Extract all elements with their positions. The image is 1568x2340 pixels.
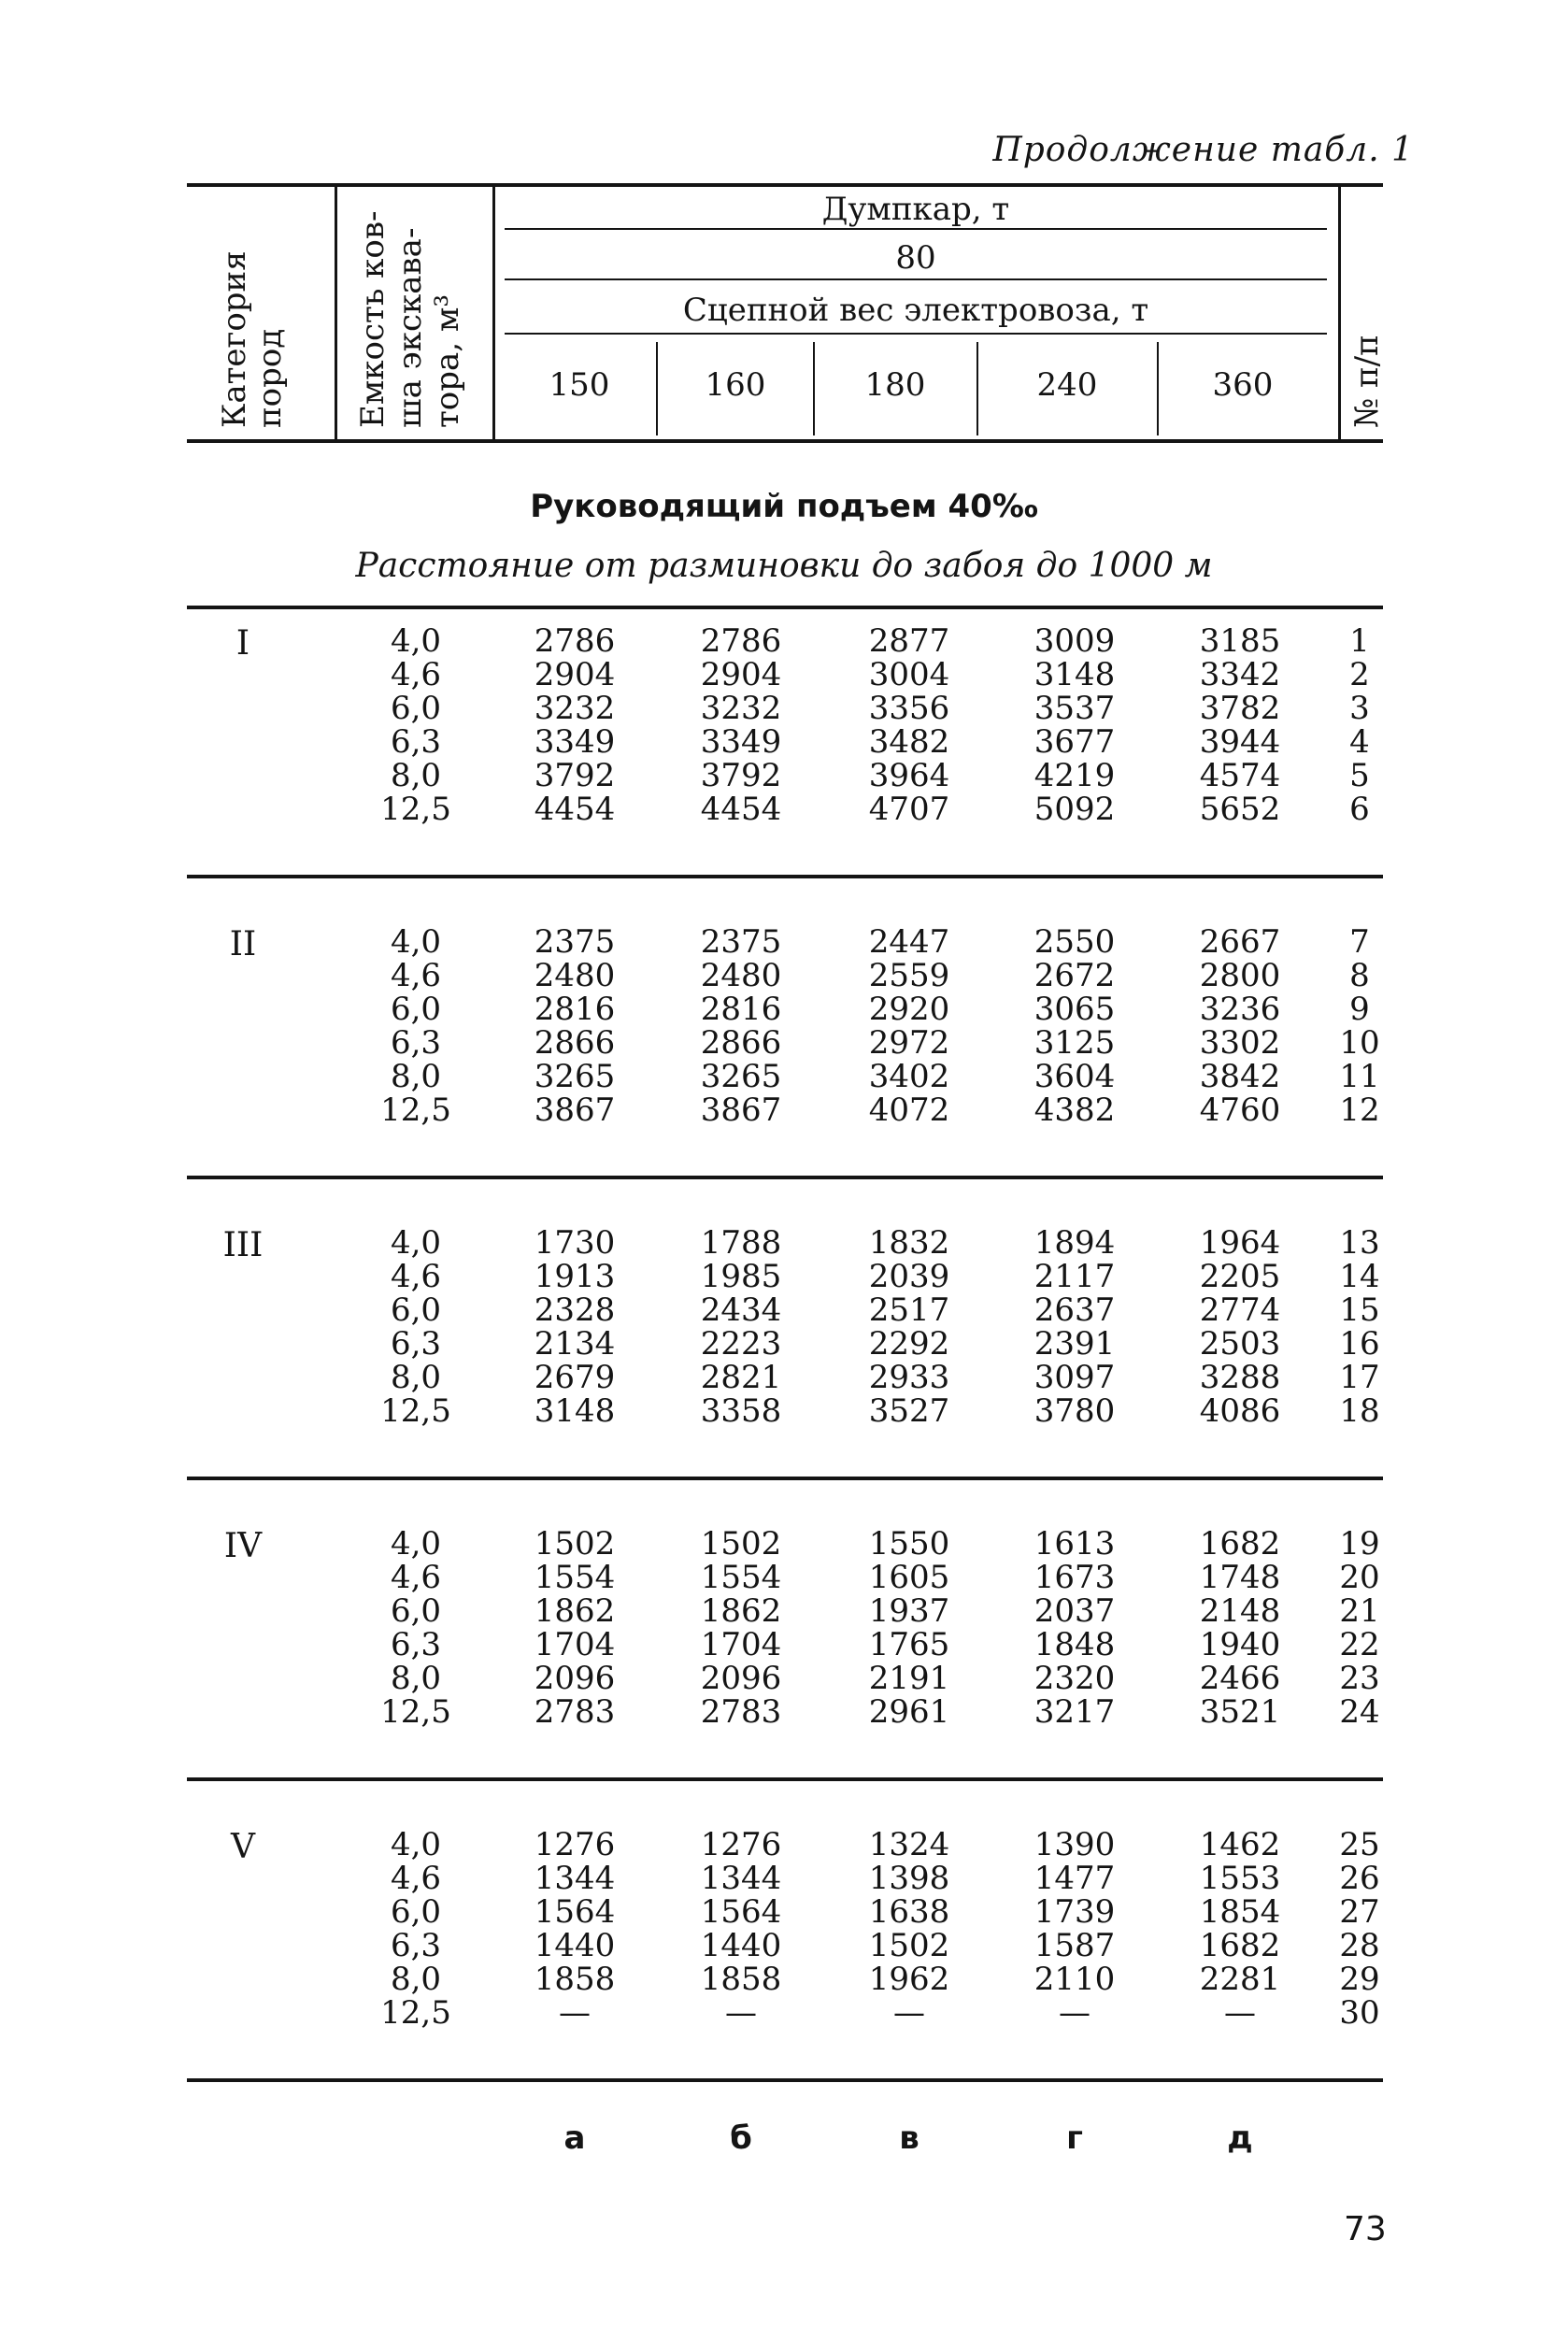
cell: 1502 — [700, 1525, 782, 1562]
cell: 2816 — [700, 991, 782, 1028]
cell: 3792 — [534, 757, 616, 794]
cell: 1730 — [534, 1224, 616, 1262]
cell: 2933 — [868, 1359, 950, 1396]
header-top-rule — [187, 183, 1383, 187]
cell: 27 — [1339, 1893, 1380, 1931]
cell: 24 — [1339, 1693, 1380, 1731]
cell: 1832 — [868, 1224, 950, 1262]
cell: 2920 — [868, 991, 950, 1028]
col-b — [690, 1828, 792, 2030]
cell: 2110 — [1033, 1961, 1116, 1998]
section-title: Руководящий подъем 40‰ — [530, 488, 1038, 525]
cell: 6,3 — [390, 1626, 442, 1663]
cell: 1440 — [534, 1927, 616, 1964]
cell: 3 — [1349, 690, 1370, 727]
cell: 3217 — [1033, 1693, 1116, 1731]
cell: 30 — [1339, 1994, 1380, 2032]
cell: 5652 — [1199, 791, 1281, 828]
col-a — [523, 1828, 626, 2030]
cell: 6,0 — [390, 1291, 442, 1329]
cell: 2904 — [700, 656, 782, 693]
cell: 4072 — [868, 1092, 950, 1129]
cell: 2517 — [868, 1291, 950, 1329]
cell: 2466 — [1199, 1660, 1281, 1697]
cell: 3009 — [1033, 622, 1116, 660]
cell: 6,0 — [390, 690, 442, 727]
cell: 9 — [1349, 991, 1370, 1028]
cell: 1962 — [868, 1961, 950, 1998]
cell: 3342 — [1199, 656, 1281, 693]
cell: 2877 — [868, 622, 950, 660]
cell: 12,5 — [380, 1392, 451, 1430]
cell: 1554 — [700, 1559, 782, 1596]
cell: 2391 — [1033, 1325, 1116, 1363]
cell: 1862 — [700, 1592, 782, 1630]
cell: 4086 — [1199, 1392, 1281, 1430]
cell: 2205 — [1199, 1258, 1281, 1295]
col-d — [1023, 1226, 1126, 1428]
cell: 1858 — [534, 1961, 616, 1998]
cell: 3232 — [534, 690, 616, 727]
bucket-column — [369, 1226, 463, 1428]
cell: — — [1059, 1994, 1090, 2032]
cell: — — [559, 1994, 591, 2032]
cell: 23 — [1339, 1660, 1380, 1697]
cell: 3349 — [534, 723, 616, 761]
cell: 12,5 — [380, 1994, 451, 2032]
cell: 2866 — [700, 1024, 782, 1062]
cell: 13 — [1339, 1224, 1380, 1262]
cell: 29 — [1339, 1961, 1380, 1998]
cell: 8 — [1349, 957, 1370, 994]
cell: 2904 — [534, 656, 616, 693]
cell: 2148 — [1199, 1592, 1281, 1630]
cell: 1682 — [1199, 1525, 1281, 1562]
col-e — [1189, 925, 1291, 1127]
cell: 2292 — [868, 1325, 950, 1363]
cell: 3482 — [868, 723, 950, 761]
cell: 1964 — [1199, 1224, 1281, 1262]
cell: 17 — [1339, 1359, 1380, 1396]
cell: 1 — [1349, 622, 1370, 660]
col-index — [1327, 1226, 1392, 1428]
header-loco-240: 240 — [1036, 366, 1098, 404]
group-rule-top — [187, 606, 1383, 609]
header-category: Категория пород — [216, 250, 289, 428]
cell: 2037 — [1033, 1592, 1116, 1630]
cell: 1554 — [534, 1559, 616, 1596]
col-d — [1023, 925, 1126, 1127]
cell: 4 — [1349, 723, 1370, 761]
cell: 2961 — [868, 1693, 950, 1731]
col-b — [690, 624, 792, 826]
cell: 1502 — [534, 1525, 616, 1562]
cell: 6,3 — [390, 1325, 442, 1363]
column-letter-e: д — [1227, 2119, 1253, 2157]
column-letter-b: б — [730, 2119, 752, 2157]
cell: 4382 — [1033, 1092, 1116, 1129]
cell: 2096 — [700, 1660, 782, 1697]
col-a — [523, 1226, 626, 1428]
col-c — [858, 1527, 961, 1729]
cell: 4454 — [700, 791, 782, 828]
cell: 2783 — [534, 1693, 616, 1731]
cell: 2480 — [534, 957, 616, 994]
cell: 2866 — [534, 1024, 616, 1062]
cell: 3004 — [868, 656, 950, 693]
cell: 4,0 — [390, 1525, 442, 1562]
cell: 6,0 — [390, 1893, 442, 1931]
col-index — [1327, 1828, 1392, 2030]
header-loco-360: 360 — [1212, 366, 1274, 404]
cell: 3349 — [700, 723, 782, 761]
cell: 3677 — [1033, 723, 1116, 761]
cell: 3527 — [868, 1392, 950, 1430]
category-label: II — [229, 925, 257, 963]
header-loco-180: 180 — [864, 366, 926, 404]
cell: 3402 — [868, 1058, 950, 1095]
header-dumpcar-value: 80 — [895, 239, 936, 277]
cell: 1276 — [700, 1826, 782, 1863]
col-b — [690, 1226, 792, 1428]
cell: 4,6 — [390, 1258, 442, 1295]
cell: 3964 — [868, 757, 950, 794]
col-d — [1023, 624, 1126, 826]
bucket-column — [369, 925, 463, 1127]
col-index — [1327, 925, 1392, 1127]
cell: 1913 — [534, 1258, 616, 1295]
col-c — [858, 925, 961, 1127]
cell: 4,0 — [390, 1224, 442, 1262]
header-bottom-rule — [187, 439, 1383, 443]
cell: 1276 — [534, 1826, 616, 1863]
cell: 2434 — [700, 1291, 782, 1329]
cell: 2134 — [534, 1325, 616, 1363]
cell: 1344 — [534, 1860, 616, 1897]
cell: 2667 — [1199, 923, 1281, 961]
cell: 10 — [1339, 1024, 1380, 1062]
cell: 3065 — [1033, 991, 1116, 1028]
cell: 2783 — [700, 1693, 782, 1731]
cell: 16 — [1339, 1325, 1380, 1363]
cell: 4707 — [868, 791, 950, 828]
col-index — [1327, 624, 1392, 826]
header-bucket-line-2: ша экскава- — [392, 227, 429, 428]
cell: 1682 — [1199, 1927, 1281, 1964]
dumpcar-value-rule — [505, 278, 1327, 280]
cell: 1748 — [1199, 1559, 1281, 1596]
column-letter-d: г — [1066, 2119, 1083, 2157]
cell: 2774 — [1199, 1291, 1281, 1329]
cell: 1704 — [534, 1626, 616, 1663]
cell: 11 — [1339, 1058, 1380, 1095]
cell: 1739 — [1033, 1893, 1116, 1931]
header-bucket-line-3: тора, м³ — [429, 293, 466, 428]
cell: 2786 — [534, 622, 616, 660]
col-d — [1023, 1828, 1126, 2030]
cell: 2 — [1349, 656, 1370, 693]
col-b — [690, 1527, 792, 1729]
cell: 1587 — [1033, 1927, 1116, 1964]
cell: 1398 — [868, 1860, 950, 1897]
cell: 1894 — [1033, 1224, 1116, 1262]
cell: 1502 — [868, 1927, 950, 1964]
cell: 2672 — [1033, 957, 1116, 994]
cell: 3944 — [1199, 723, 1281, 761]
col-d — [1023, 1527, 1126, 1729]
cell: 2375 — [700, 923, 782, 961]
cell: 3148 — [1033, 656, 1116, 693]
cell: 1862 — [534, 1592, 616, 1630]
header-divider-3 — [1338, 187, 1341, 439]
cell: 3521 — [1199, 1693, 1281, 1731]
col-a — [523, 624, 626, 826]
cell: 6,0 — [390, 1592, 442, 1630]
cell: 3097 — [1033, 1359, 1116, 1396]
dumpcar-rule — [505, 228, 1327, 230]
cell: 3185 — [1199, 622, 1281, 660]
cell: 6,3 — [390, 723, 442, 761]
group-rule-bottom — [187, 2078, 1383, 2082]
cell: 2816 — [534, 991, 616, 1028]
cell: 1440 — [700, 1927, 782, 1964]
cell: — — [1224, 1994, 1256, 2032]
cell: 1788 — [700, 1224, 782, 1262]
cell: 5092 — [1033, 791, 1116, 828]
cell: 4,0 — [390, 1826, 442, 1863]
cell: 2800 — [1199, 957, 1281, 994]
cell: 3232 — [700, 690, 782, 727]
cell: 3867 — [700, 1092, 782, 1129]
cell: 2447 — [868, 923, 950, 961]
bucket-column — [369, 1527, 463, 1729]
cell: 3358 — [700, 1392, 782, 1430]
cell: 3288 — [1199, 1359, 1281, 1396]
header-loco-160: 160 — [705, 366, 766, 404]
header-bucket-line-1: Емкость ков- — [354, 210, 392, 428]
cell: 3842 — [1199, 1058, 1281, 1095]
cell: 2821 — [700, 1359, 782, 1396]
group-rule-3 — [187, 1477, 1383, 1480]
cell: 2328 — [534, 1291, 616, 1329]
cell: 14 — [1339, 1258, 1380, 1295]
group-rule-4 — [187, 1777, 1383, 1781]
cell: 2117 — [1033, 1258, 1116, 1295]
group-rule-1 — [187, 875, 1383, 878]
cell: 8,0 — [390, 757, 442, 794]
cell: 3537 — [1033, 690, 1116, 727]
col-b — [690, 925, 792, 1127]
cell: 2375 — [534, 923, 616, 961]
cell: 3792 — [700, 757, 782, 794]
cell: 7 — [1349, 923, 1370, 961]
cell: 6,3 — [390, 1927, 442, 1964]
cell: 20 — [1339, 1559, 1380, 1596]
cell: 2320 — [1033, 1660, 1116, 1697]
cell: 4,0 — [390, 923, 442, 961]
cell: 22 — [1339, 1626, 1380, 1663]
cell: 4,6 — [390, 957, 442, 994]
cell: 2480 — [700, 957, 782, 994]
cell: 1344 — [700, 1860, 782, 1897]
cell: 12,5 — [380, 1693, 451, 1731]
cell: 2039 — [868, 1258, 950, 1295]
cell: 3236 — [1199, 991, 1281, 1028]
cell: 1390 — [1033, 1826, 1116, 1863]
cell: 3148 — [534, 1392, 616, 1430]
cell: 19 — [1339, 1525, 1380, 1562]
cell: 3604 — [1033, 1058, 1116, 1095]
cell: 1553 — [1199, 1860, 1281, 1897]
cell: 2223 — [700, 1325, 782, 1363]
col-c — [858, 624, 961, 826]
cell: 1550 — [868, 1525, 950, 1562]
page-number: 73 — [1344, 2210, 1387, 2248]
col-a — [523, 1527, 626, 1729]
header-index: № п/п — [1348, 335, 1386, 428]
bucket-column — [369, 624, 463, 826]
cell: 1638 — [868, 1893, 950, 1931]
cell: 5 — [1349, 757, 1370, 794]
column-letter-a: а — [563, 2119, 586, 2157]
cell: 1848 — [1033, 1626, 1116, 1663]
cell: 2191 — [868, 1660, 950, 1697]
cell: 2550 — [1033, 923, 1116, 961]
cell: — — [725, 1994, 757, 2032]
col-c — [858, 1828, 961, 2030]
cell: 2679 — [534, 1359, 616, 1396]
col-e — [1189, 1527, 1291, 1729]
cell: 6 — [1349, 791, 1370, 828]
col-index — [1327, 1527, 1392, 1729]
cell: 26 — [1339, 1860, 1380, 1897]
cell: 4,0 — [390, 622, 442, 660]
category-label: I — [235, 624, 250, 663]
cell: 1937 — [868, 1592, 950, 1630]
cell: 4760 — [1199, 1092, 1281, 1129]
cell: 1940 — [1199, 1626, 1281, 1663]
cell: 4,6 — [390, 1559, 442, 1596]
header-dumpcar: Думпкар, т — [821, 191, 1010, 228]
col-a — [523, 925, 626, 1127]
cell: 2637 — [1033, 1291, 1116, 1329]
cell: 2972 — [868, 1024, 950, 1062]
cell: 2786 — [700, 622, 782, 660]
col-c — [858, 1226, 961, 1428]
cell: 2281 — [1199, 1961, 1281, 1998]
cell: 12 — [1339, 1092, 1380, 1129]
cell: 8,0 — [390, 1058, 442, 1095]
bucket-column — [369, 1828, 463, 2030]
cell: 6,0 — [390, 991, 442, 1028]
cell: 8,0 — [390, 1961, 442, 1998]
cell: 3265 — [534, 1058, 616, 1095]
header-loco-weight: Сцепной вес электровоза, т — [682, 292, 1149, 329]
header-divider-2 — [492, 187, 495, 439]
col-e — [1189, 624, 1291, 826]
cell: 1613 — [1033, 1525, 1116, 1562]
cell: 4,6 — [390, 656, 442, 693]
cell: 2559 — [868, 957, 950, 994]
cell: 1985 — [700, 1258, 782, 1295]
header-loco-150: 150 — [549, 366, 610, 404]
cell: 1765 — [868, 1626, 950, 1663]
cell: 3265 — [700, 1058, 782, 1095]
cell: 4219 — [1033, 757, 1116, 794]
cell: 3782 — [1199, 690, 1281, 727]
group-rule-2 — [187, 1176, 1383, 1179]
cell: 1605 — [868, 1559, 950, 1596]
category-label: V — [231, 1828, 255, 1866]
cell: 3302 — [1199, 1024, 1281, 1062]
cell: 1854 — [1199, 1893, 1281, 1931]
cell: 1673 — [1033, 1559, 1116, 1596]
cell: 4,6 — [390, 1860, 442, 1897]
col-e — [1189, 1828, 1291, 2030]
cell: 4454 — [534, 791, 616, 828]
section-subtitle: Расстояние от разминовки до забоя до 1000 м — [355, 547, 1213, 585]
cell: 1462 — [1199, 1826, 1281, 1863]
cell: 1564 — [700, 1893, 782, 1931]
cell: 3125 — [1033, 1024, 1116, 1062]
cell: 1324 — [868, 1826, 950, 1863]
col-e — [1189, 1226, 1291, 1428]
cell: 12,5 — [380, 791, 451, 828]
loco-rule — [505, 333, 1327, 335]
header-divider-1 — [335, 187, 337, 439]
category-label: III — [222, 1226, 264, 1264]
cell: 8,0 — [390, 1359, 442, 1396]
cell: 12,5 — [380, 1092, 451, 1129]
table-caption: Продолжение табл. 1 — [992, 131, 1414, 169]
cell: 8,0 — [390, 1660, 442, 1697]
cell: 4574 — [1199, 757, 1281, 794]
cell: 1477 — [1033, 1860, 1116, 1897]
cell: 3780 — [1033, 1392, 1116, 1430]
cell: 3356 — [868, 690, 950, 727]
cell: 28 — [1339, 1927, 1380, 1964]
cell: 2096 — [534, 1660, 616, 1697]
cell: 25 — [1339, 1826, 1380, 1863]
cell: — — [893, 1994, 925, 2032]
cell: 3867 — [534, 1092, 616, 1129]
cell: 18 — [1339, 1392, 1380, 1430]
cell: 2503 — [1199, 1325, 1281, 1363]
column-letter-c: в — [899, 2119, 919, 2157]
cell: 1704 — [700, 1626, 782, 1663]
cell: 6,3 — [390, 1024, 442, 1062]
cell: 1858 — [700, 1961, 782, 1998]
cell: 21 — [1339, 1592, 1380, 1630]
cell: 15 — [1339, 1291, 1380, 1329]
category-label: IV — [223, 1527, 263, 1565]
cell: 1564 — [534, 1893, 616, 1931]
